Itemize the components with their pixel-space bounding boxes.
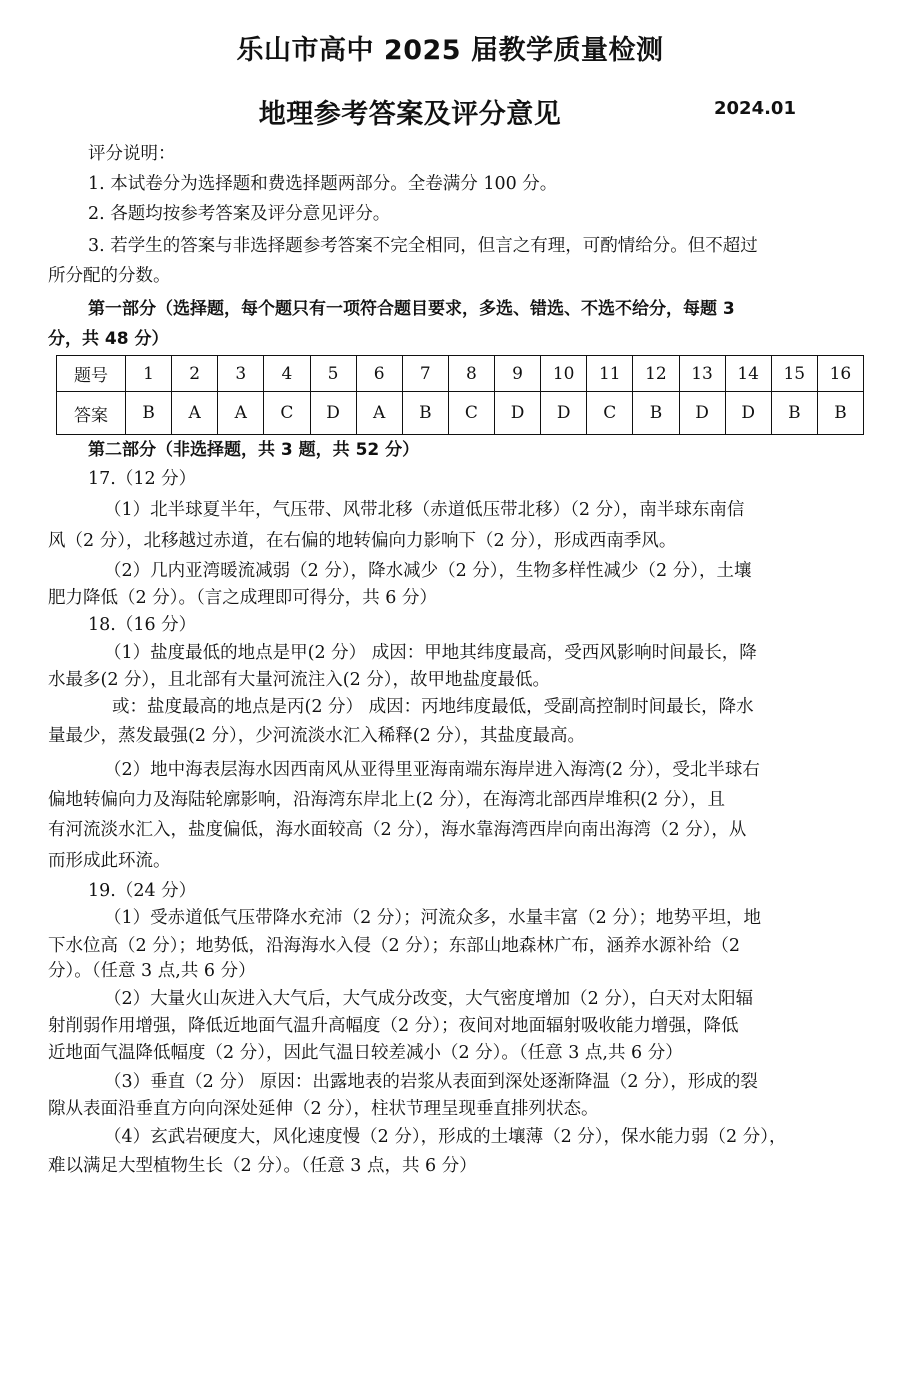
note-2: 2. 各题均按参考答案及评分意见评分。 (88, 204, 391, 224)
q17-answer-line: （1）北半球夏半年，气压带、风带北移（赤道低压带北移）（2 分），南半球东南信 (104, 500, 745, 520)
question-number: 15 (771, 356, 817, 392)
answer-cell: D (725, 392, 771, 435)
question-number: 7 (402, 356, 448, 392)
q19-answer-line: 下水位高（2 分）；地势低，沿海海水入侵（2 分）；东部山地森林广布，涵养水源补给（2 (48, 936, 741, 956)
q17-answer-line: 肥力降低（2 分）。（言之成理即可得分，共 6 分） (48, 588, 437, 608)
q19-answer-line: （2）大量火山灰进入大气后，大气成分改变，大气密度增加（2 分），白天对太阳辐 (104, 989, 754, 1009)
answer-cell: C (587, 392, 633, 435)
q19-answer-line: 近地面气温降低幅度（2 分），因此气温日较差减小（2 分）。（任意 3 点,共 6 分） (48, 1043, 683, 1063)
q18-answer-line: （1）盐度最低的地点是甲(2 分） 成因：甲地其纬度最高，受西风影响时间最长，降 (104, 643, 757, 663)
question-number: 14 (725, 356, 771, 392)
answer-cell: A (218, 392, 264, 435)
question-number: 5 (310, 356, 356, 392)
q18-answer-line: 有河流淡水汇入，盐度偏低，海水面较高（2 分），海水靠海湾西岸向南出海湾（2 分），从 (48, 820, 747, 840)
q18-answer-line: 或：盐度最高的地点是丙(2 分） 成因：丙地纬度最低，受副高控制时间最长，降水 (112, 697, 754, 717)
part2-heading: 第二部分（非选择题，共 3 题，共 52 分） (88, 440, 420, 460)
question-number: 16 (817, 356, 863, 392)
q18-answer-line: 量最少，蒸发最强(2 分），少河流淡水汇入稀释(2 分），其盐度最高。 (48, 726, 586, 746)
q18-answer-line: 水最多(2 分），且北部有大量河流注入(2 分），故甲地盐度最低。 (48, 670, 551, 690)
question-number: 2 (172, 356, 218, 392)
q18-answer-line: （2）地中海表层海水因西南风从亚得里亚海南端东海岸进入海湾(2 分），受北半球右 (104, 760, 760, 780)
q19-answer-line: （4）玄武岩硬度大，风化速度慢（2 分），形成的土壤薄（2 分），保水能力弱（2 分）， (104, 1127, 787, 1147)
q19-answer-line: （1）受赤道低气压带降水充沛（2 分）；河流众多，水量丰富（2 分）；地势平坦，地 (104, 908, 762, 928)
answer-cell: C (448, 392, 494, 435)
q19-answer-line: 射削弱作用增强，降低近地面气温升高幅度（2 分）；夜间对地面辐射吸收能力增强，降低 (48, 1016, 739, 1036)
answer-cell: B (633, 392, 679, 435)
answer-cell: A (356, 392, 402, 435)
q18-heading: 18.（16 分） (88, 615, 197, 635)
question-number: 8 (448, 356, 494, 392)
document-date: 2024.01 (714, 98, 796, 119)
q18-answer-line: 偏地转偏向力及海陆轮廓影响，沿海湾东岸北上(2 分），在海湾北部西岸堆积(2 分），且 (48, 790, 726, 810)
question-number: 1 (126, 356, 172, 392)
answer-cell: D (541, 392, 587, 435)
q17-heading: 17.（12 分） (88, 469, 197, 489)
q19-answer-line: （3）垂直（2 分） 原因：出露地表的岩浆从表面到深处逐渐降温（2 分），形成的裂 (104, 1072, 758, 1092)
question-number: 12 (633, 356, 679, 392)
question-number: 10 (541, 356, 587, 392)
question-number-header: 题号 (57, 356, 126, 392)
q17-answer-line: 风（2 分），北移越过赤道，在右偏的地转偏向力影响下（2 分），形成西南季风。 (48, 531, 677, 551)
answer-table (56, 355, 864, 435)
answer-row (57, 392, 864, 435)
question-number: 3 (218, 356, 264, 392)
q19-answer-line: 难以满足大型植物生长（2 分）。（任意 3 点，共 6 分） (48, 1156, 477, 1176)
q19-answer-line: 隙从表面沿垂直方向向深处延伸（2 分），柱状节理呈现垂直排列状态。 (48, 1099, 599, 1119)
document-subtitle: 地理参考答案及评分意见 (258, 99, 562, 130)
answer-header: 答案 (57, 392, 126, 435)
answer-cell: B (771, 392, 817, 435)
q19-answer-line: 分）。（任意 3 点,共 6 分） (48, 961, 256, 981)
question-number: 6 (356, 356, 402, 392)
part1-heading-line-2: 分，共 48 分） (48, 329, 169, 349)
answer-cell: B (817, 392, 863, 435)
answer-cell: D (310, 392, 356, 435)
note-1: 1. 本试卷分为选择题和费选择题两部分。全卷满分 100 分。 (88, 174, 558, 194)
answer-cell: D (679, 392, 725, 435)
question-number: 13 (679, 356, 725, 392)
answer-cell: B (402, 392, 448, 435)
answer-cell: C (264, 392, 310, 435)
question-number: 4 (264, 356, 310, 392)
answer-cell: A (172, 392, 218, 435)
answer-cell: B (126, 392, 172, 435)
note-3-line-2: 所分配的分数。 (48, 266, 171, 286)
question-number: 9 (495, 356, 541, 392)
q18-answer-line: 而形成此环流。 (48, 851, 171, 871)
notes-label: 评分说明： (88, 144, 176, 164)
q17-answer-line: （2）几内亚湾暖流减弱（2 分），降水减少（2 分），生物多样性减少（2 分），土壤 (104, 561, 752, 581)
question-number-row (57, 356, 864, 392)
question-number: 11 (587, 356, 633, 392)
note-3-line-1: 3. 若学生的答案与非选择题参考答案不完全相同，但言之有理，可酌情给分。但不超过 (88, 236, 758, 256)
q19-heading: 19.（24 分） (88, 881, 197, 901)
part1-heading-line-1: 第一部分（选择题，每个题只有一项符合题目要求，多选、错选、不选不给分，每题 3 (88, 299, 735, 319)
answer-cell: D (495, 392, 541, 435)
document-title: 乐山市高中 2025 届教学质量检测 (236, 35, 664, 66)
